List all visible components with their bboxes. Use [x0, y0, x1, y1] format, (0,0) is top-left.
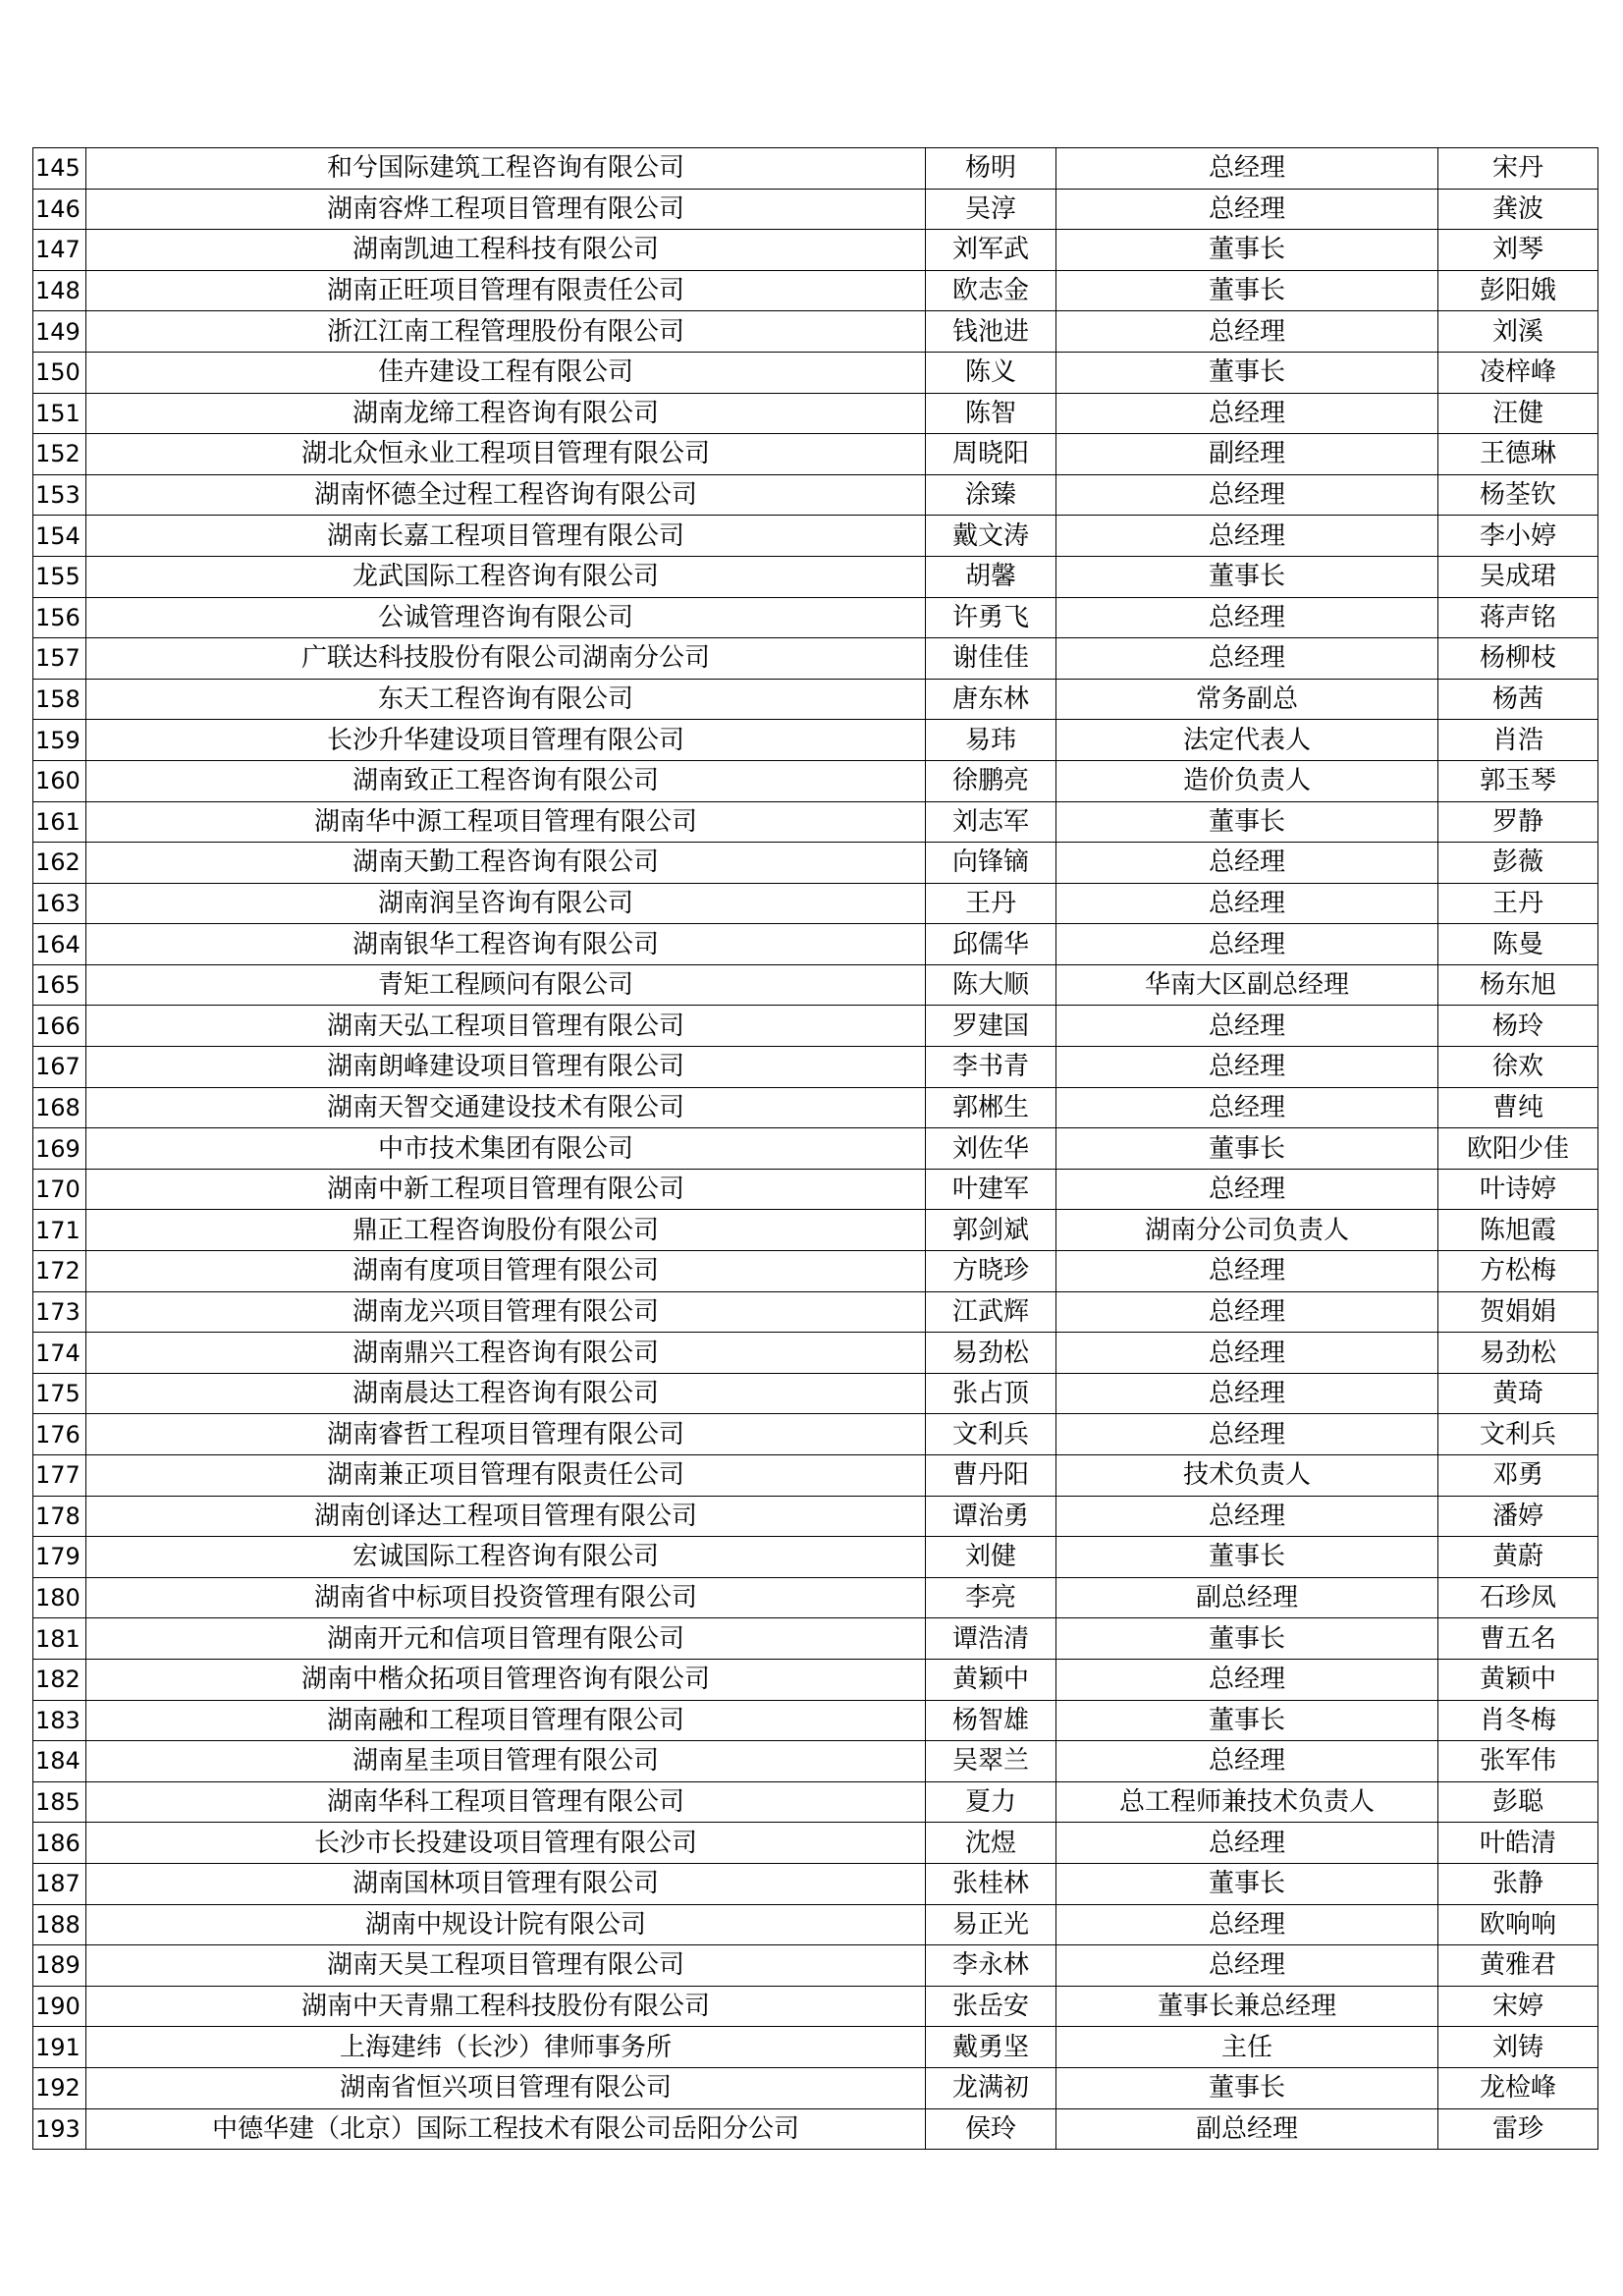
- position: 总经理: [1056, 474, 1438, 516]
- contact-name: 潘婷: [1438, 1496, 1598, 1537]
- company-name: 湖南天弘工程项目管理有限公司: [86, 1006, 926, 1047]
- row-number: 169: [33, 1128, 86, 1170]
- person-name: 夏力: [926, 1781, 1056, 1823]
- person-name: 刘军武: [926, 230, 1056, 271]
- company-name: 湖南怀德全过程工程咨询有限公司: [86, 474, 926, 516]
- row-number: 190: [33, 1986, 86, 2027]
- person-name: 张占顶: [926, 1373, 1056, 1414]
- contact-name: 罗静: [1438, 801, 1598, 843]
- company-name: 湖南中楷众拓项目管理咨询有限公司: [86, 1659, 926, 1700]
- person-name: 徐鹏亮: [926, 760, 1056, 801]
- company-name: 湖南朗峰建设项目管理有限公司: [86, 1047, 926, 1088]
- position: 总经理: [1056, 924, 1438, 965]
- table-row: [33, 843, 1598, 884]
- table-row: [33, 1823, 1598, 1864]
- table-row: [33, 1006, 1598, 1047]
- row-number: 178: [33, 1496, 86, 1537]
- company-name: 佳卉建设工程有限公司: [86, 352, 926, 393]
- position: 总经理: [1056, 1251, 1438, 1292]
- table-row: [33, 1210, 1598, 1251]
- contact-name: 邓勇: [1438, 1455, 1598, 1497]
- table-row: [33, 189, 1598, 230]
- position: 总经理: [1056, 1904, 1438, 1945]
- company-name: 湖南省恒兴项目管理有限公司: [86, 2067, 926, 2108]
- company-name: 湖南国林项目管理有限公司: [86, 1863, 926, 1904]
- contact-name: 曹纯: [1438, 1087, 1598, 1128]
- position: 主任: [1056, 2027, 1438, 2068]
- position: 董事长: [1056, 556, 1438, 597]
- company-name: 浙江江南工程管理股份有限公司: [86, 311, 926, 353]
- contact-name: 杨玲: [1438, 1006, 1598, 1047]
- row-number: 152: [33, 434, 86, 475]
- row-number: 192: [33, 2067, 86, 2108]
- contact-name: 杨柳枝: [1438, 638, 1598, 680]
- contact-name: 蒋声铭: [1438, 597, 1598, 638]
- table-row: [33, 1455, 1598, 1497]
- company-name: 湖南龙兴项目管理有限公司: [86, 1291, 926, 1333]
- person-name: 陈智: [926, 393, 1056, 434]
- person-name: 周晓阳: [926, 434, 1056, 475]
- person-name: 江武辉: [926, 1291, 1056, 1333]
- position: 总经理: [1056, 883, 1438, 924]
- position: 董事长: [1056, 1537, 1438, 1578]
- position: 总经理: [1056, 1823, 1438, 1864]
- position: 董事长: [1056, 2067, 1438, 2108]
- company-name: 湖南星圭项目管理有限公司: [86, 1741, 926, 1782]
- table-row: [33, 1128, 1598, 1170]
- position: 总经理: [1056, 638, 1438, 680]
- contact-name: 雷珍: [1438, 2108, 1598, 2150]
- person-name: 谢佳佳: [926, 638, 1056, 680]
- table-row: [33, 760, 1598, 801]
- row-number: 154: [33, 516, 86, 557]
- contact-name: 彭阳娥: [1438, 270, 1598, 311]
- contact-name: 宋婷: [1438, 1986, 1598, 2027]
- table-row: [33, 1577, 1598, 1618]
- position: 总经理: [1056, 597, 1438, 638]
- row-number: 150: [33, 352, 86, 393]
- company-name: 长沙升华建设项目管理有限公司: [86, 720, 926, 761]
- contact-name: 黄雅君: [1438, 1945, 1598, 1987]
- contact-name: 王丹: [1438, 883, 1598, 924]
- contact-name: 贺娟娟: [1438, 1291, 1598, 1333]
- contact-name: 彭聪: [1438, 1781, 1598, 1823]
- person-name: 许勇飞: [926, 597, 1056, 638]
- position: 总经理: [1056, 311, 1438, 353]
- row-number: 185: [33, 1781, 86, 1823]
- person-name: 陈大顺: [926, 964, 1056, 1006]
- row-number: 162: [33, 843, 86, 884]
- row-number: 170: [33, 1169, 86, 1210]
- position: 总经理: [1056, 1414, 1438, 1455]
- position: 总经理: [1056, 1333, 1438, 1374]
- row-number: 174: [33, 1333, 86, 1374]
- company-name: 东天工程咨询有限公司: [86, 679, 926, 720]
- position: 总经理: [1056, 1659, 1438, 1700]
- row-number: 167: [33, 1047, 86, 1088]
- table-row: [33, 2067, 1598, 2108]
- company-name: 湖南鼎兴工程咨询有限公司: [86, 1333, 926, 1374]
- contact-name: 郭玉琴: [1438, 760, 1598, 801]
- row-number: 172: [33, 1251, 86, 1292]
- person-name: 易正光: [926, 1904, 1056, 1945]
- table-row: [33, 2027, 1598, 2068]
- company-name: 鼎正工程咨询股份有限公司: [86, 1210, 926, 1251]
- contact-name: 文利兵: [1438, 1414, 1598, 1455]
- table-row: [33, 474, 1598, 516]
- company-name: 湖南致正工程咨询有限公司: [86, 760, 926, 801]
- contact-name: 欧响响: [1438, 1904, 1598, 1945]
- row-number: 168: [33, 1087, 86, 1128]
- company-name: 中德华建（北京）国际工程技术有限公司岳阳分公司: [86, 2108, 926, 2150]
- row-number: 145: [33, 148, 86, 190]
- contact-name: 徐欢: [1438, 1047, 1598, 1088]
- person-name: 方晓珍: [926, 1251, 1056, 1292]
- row-number: 171: [33, 1210, 86, 1251]
- position: 总经理: [1056, 1741, 1438, 1782]
- company-name: 公诚管理咨询有限公司: [86, 597, 926, 638]
- contact-name: 杨茜: [1438, 679, 1598, 720]
- company-name: 湖南润呈咨询有限公司: [86, 883, 926, 924]
- table-row: [33, 597, 1598, 638]
- contact-name: 欧阳少佳: [1438, 1128, 1598, 1170]
- row-number: 177: [33, 1455, 86, 1497]
- person-name: 吴翠兰: [926, 1741, 1056, 1782]
- person-name: 文利兵: [926, 1414, 1056, 1455]
- position: 董事长: [1056, 801, 1438, 843]
- person-name: 沈煜: [926, 1823, 1056, 1864]
- position: 总经理: [1056, 1373, 1438, 1414]
- company-name: 湖南容烨工程项目管理有限公司: [86, 189, 926, 230]
- row-number: 149: [33, 311, 86, 353]
- row-number: 158: [33, 679, 86, 720]
- company-name: 湖南创译达工程项目管理有限公司: [86, 1496, 926, 1537]
- contact-name: 杨东旭: [1438, 964, 1598, 1006]
- row-number: 146: [33, 189, 86, 230]
- row-number: 165: [33, 964, 86, 1006]
- person-name: 刘健: [926, 1537, 1056, 1578]
- row-number: 173: [33, 1291, 86, 1333]
- company-name: 湖南有度项目管理有限公司: [86, 1251, 926, 1292]
- contact-name: 曹五名: [1438, 1618, 1598, 1660]
- row-number: 157: [33, 638, 86, 680]
- contact-name: 黄琦: [1438, 1373, 1598, 1414]
- table-row: [33, 1659, 1598, 1700]
- table-row: [33, 720, 1598, 761]
- company-name: 湖南中天青鼎工程科技股份有限公司: [86, 1986, 926, 2027]
- company-name: 湖南银华工程咨询有限公司: [86, 924, 926, 965]
- person-name: 李亮: [926, 1577, 1056, 1618]
- position: 总经理: [1056, 1945, 1438, 1987]
- person-name: 黄颖中: [926, 1659, 1056, 1700]
- position: 华南大区副总经理: [1056, 964, 1438, 1006]
- company-name: 湖南中新工程项目管理有限公司: [86, 1169, 926, 1210]
- company-name: 湖南凯迪工程科技有限公司: [86, 230, 926, 271]
- contact-name: 龙检峰: [1438, 2067, 1598, 2108]
- person-name: 向锋镝: [926, 843, 1056, 884]
- row-number: 161: [33, 801, 86, 843]
- company-name: 湖南华科工程项目管理有限公司: [86, 1781, 926, 1823]
- position: 常务副总: [1056, 679, 1438, 720]
- contact-name: 汪健: [1438, 393, 1598, 434]
- contact-name: 龚波: [1438, 189, 1598, 230]
- company-name: 湖南晨达工程咨询有限公司: [86, 1373, 926, 1414]
- table-row: [33, 148, 1598, 190]
- person-name: 戴勇坚: [926, 2027, 1056, 2068]
- row-number: 166: [33, 1006, 86, 1047]
- table-row: [33, 1945, 1598, 1987]
- company-name: 湖南天勤工程咨询有限公司: [86, 843, 926, 884]
- row-number: 193: [33, 2108, 86, 2150]
- company-name: 湖南融和工程项目管理有限公司: [86, 1700, 926, 1741]
- person-name: 欧志金: [926, 270, 1056, 311]
- position: 董事长兼总经理: [1056, 1986, 1438, 2027]
- person-name: 易玮: [926, 720, 1056, 761]
- table-row: [33, 1291, 1598, 1333]
- person-name: 张岳安: [926, 1986, 1056, 2027]
- table-row: [33, 1373, 1598, 1414]
- row-number: 180: [33, 1577, 86, 1618]
- table-row: [33, 638, 1598, 680]
- member-table: [32, 147, 1598, 2150]
- row-number: 160: [33, 760, 86, 801]
- position: 副经理: [1056, 434, 1438, 475]
- table-row: [33, 1537, 1598, 1578]
- position: 总经理: [1056, 1169, 1438, 1210]
- company-name: 湖南省中标项目投资管理有限公司: [86, 1577, 926, 1618]
- position: 董事长: [1056, 1128, 1438, 1170]
- position: 副总经理: [1056, 2108, 1438, 2150]
- person-name: 刘志军: [926, 801, 1056, 843]
- row-number: 183: [33, 1700, 86, 1741]
- person-name: 侯玲: [926, 2108, 1056, 2150]
- position: 总经理: [1056, 1291, 1438, 1333]
- person-name: 戴文涛: [926, 516, 1056, 557]
- person-name: 涂臻: [926, 474, 1056, 516]
- row-number: 147: [33, 230, 86, 271]
- company-name: 上海建纬（长沙）律师事务所: [86, 2027, 926, 2068]
- table-body: [33, 148, 1598, 2150]
- contact-name: 黄颖中: [1438, 1659, 1598, 1700]
- contact-name: 陈旭霞: [1438, 1210, 1598, 1251]
- position: 总经理: [1056, 1047, 1438, 1088]
- person-name: 杨明: [926, 148, 1056, 190]
- position: 总工程师兼技术负责人: [1056, 1781, 1438, 1823]
- row-number: 184: [33, 1741, 86, 1782]
- company-name: 湖南兼正项目管理有限责任公司: [86, 1455, 926, 1497]
- table-row: [33, 1904, 1598, 1945]
- table-row: [33, 883, 1598, 924]
- position: 造价负责人: [1056, 760, 1438, 801]
- person-name: 陈义: [926, 352, 1056, 393]
- table-row: [33, 1618, 1598, 1660]
- company-name: 湖南正旺项目管理有限责任公司: [86, 270, 926, 311]
- position: 总经理: [1056, 1087, 1438, 1128]
- row-number: 153: [33, 474, 86, 516]
- position: 法定代表人: [1056, 720, 1438, 761]
- row-number: 181: [33, 1618, 86, 1660]
- table-row: [33, 1863, 1598, 1904]
- company-name: 和兮国际建筑工程咨询有限公司: [86, 148, 926, 190]
- person-name: 李书青: [926, 1047, 1056, 1088]
- person-name: 龙满初: [926, 2067, 1056, 2108]
- person-name: 张桂林: [926, 1863, 1056, 1904]
- position: 董事长: [1056, 270, 1438, 311]
- table-row: [33, 679, 1598, 720]
- contact-name: 刘铸: [1438, 2027, 1598, 2068]
- table-row: [33, 434, 1598, 475]
- table-row: [33, 1333, 1598, 1374]
- table-row: [33, 311, 1598, 353]
- company-name: 湖南睿哲工程项目管理有限公司: [86, 1414, 926, 1455]
- table-row: [33, 516, 1598, 557]
- contact-name: 黄蔚: [1438, 1537, 1598, 1578]
- contact-name: 叶皓清: [1438, 1823, 1598, 1864]
- table-row: [33, 1251, 1598, 1292]
- table-row: [33, 1781, 1598, 1823]
- person-name: 杨智雄: [926, 1700, 1056, 1741]
- contact-name: 石珍凤: [1438, 1577, 1598, 1618]
- row-number: 179: [33, 1537, 86, 1578]
- contact-name: 彭薇: [1438, 843, 1598, 884]
- position: 董事长: [1056, 352, 1438, 393]
- table-row: [33, 2108, 1598, 2150]
- contact-name: 王德琳: [1438, 434, 1598, 475]
- contact-name: 肖冬梅: [1438, 1700, 1598, 1741]
- table-row: [33, 1496, 1598, 1537]
- position: 湖南分公司负责人: [1056, 1210, 1438, 1251]
- company-name: 湖南天智交通建设技术有限公司: [86, 1087, 926, 1128]
- table-row: [33, 556, 1598, 597]
- row-number: 176: [33, 1414, 86, 1455]
- row-number: 191: [33, 2027, 86, 2068]
- position: 董事长: [1056, 1863, 1438, 1904]
- position: 总经理: [1056, 843, 1438, 884]
- person-name: 邱儒华: [926, 924, 1056, 965]
- company-name: 青矩工程顾问有限公司: [86, 964, 926, 1006]
- company-name: 湖南中规设计院有限公司: [86, 1904, 926, 1945]
- contact-name: 易劲松: [1438, 1333, 1598, 1374]
- person-name: 叶建军: [926, 1169, 1056, 1210]
- row-number: 151: [33, 393, 86, 434]
- company-name: 长沙市长投建设项目管理有限公司: [86, 1823, 926, 1864]
- contact-name: 方松梅: [1438, 1251, 1598, 1292]
- row-number: 155: [33, 556, 86, 597]
- position: 总经理: [1056, 189, 1438, 230]
- table-row: [33, 1169, 1598, 1210]
- person-name: 唐东林: [926, 679, 1056, 720]
- table-row: [33, 270, 1598, 311]
- contact-name: 刘琴: [1438, 230, 1598, 271]
- company-name: 湖北众恒永业工程项目管理有限公司: [86, 434, 926, 475]
- company-name: 湖南龙缔工程咨询有限公司: [86, 393, 926, 434]
- table-row: [33, 393, 1598, 434]
- person-name: 郭剑斌: [926, 1210, 1056, 1251]
- company-name: 广联达科技股份有限公司湖南分公司: [86, 638, 926, 680]
- person-name: 王丹: [926, 883, 1056, 924]
- company-name: 宏诚国际工程咨询有限公司: [86, 1537, 926, 1578]
- position: 董事长: [1056, 1700, 1438, 1741]
- table-row: [33, 1986, 1598, 2027]
- position: 总经理: [1056, 516, 1438, 557]
- person-name: 刘佐华: [926, 1128, 1056, 1170]
- contact-name: 凌梓峰: [1438, 352, 1598, 393]
- position: 技术负责人: [1056, 1455, 1438, 1497]
- person-name: 吴淳: [926, 189, 1056, 230]
- row-number: 163: [33, 883, 86, 924]
- contact-name: 肖浩: [1438, 720, 1598, 761]
- row-number: 187: [33, 1863, 86, 1904]
- contact-name: 吴成珺: [1438, 556, 1598, 597]
- position: 副总经理: [1056, 1577, 1438, 1618]
- position: 董事长: [1056, 230, 1438, 271]
- person-name: 谭治勇: [926, 1496, 1056, 1537]
- row-number: 159: [33, 720, 86, 761]
- position: 总经理: [1056, 1006, 1438, 1047]
- table-row: [33, 964, 1598, 1006]
- company-name: 湖南开元和信项目管理有限公司: [86, 1618, 926, 1660]
- contact-name: 刘溪: [1438, 311, 1598, 353]
- position: 董事长: [1056, 1618, 1438, 1660]
- contact-name: 宋丹: [1438, 148, 1598, 190]
- position: 总经理: [1056, 148, 1438, 190]
- table-row: [33, 230, 1598, 271]
- person-name: 李永林: [926, 1945, 1056, 1987]
- table-row: [33, 1741, 1598, 1782]
- person-name: 易劲松: [926, 1333, 1056, 1374]
- person-name: 曹丹阳: [926, 1455, 1056, 1497]
- position: 总经理: [1056, 393, 1438, 434]
- company-name: 湖南天昊工程项目管理有限公司: [86, 1945, 926, 1987]
- company-name: 湖南长嘉工程项目管理有限公司: [86, 516, 926, 557]
- position: 总经理: [1056, 1496, 1438, 1537]
- person-name: 谭浩清: [926, 1618, 1056, 1660]
- row-number: 164: [33, 924, 86, 965]
- row-number: 148: [33, 270, 86, 311]
- table-row: [33, 352, 1598, 393]
- table-row: [33, 1414, 1598, 1455]
- company-name: 中市技术集团有限公司: [86, 1128, 926, 1170]
- person-name: 钱池进: [926, 311, 1056, 353]
- contact-name: 李小婷: [1438, 516, 1598, 557]
- contact-name: 杨荃钦: [1438, 474, 1598, 516]
- contact-name: 陈曼: [1438, 924, 1598, 965]
- row-number: 186: [33, 1823, 86, 1864]
- person-name: 胡馨: [926, 556, 1056, 597]
- contact-name: 张军伟: [1438, 1741, 1598, 1782]
- table-row: [33, 1047, 1598, 1088]
- table-row: [33, 1700, 1598, 1741]
- row-number: 175: [33, 1373, 86, 1414]
- table-row: [33, 1087, 1598, 1128]
- person-name: 郭郴生: [926, 1087, 1056, 1128]
- person-name: 罗建国: [926, 1006, 1056, 1047]
- row-number: 156: [33, 597, 86, 638]
- row-number: 189: [33, 1945, 86, 1987]
- table-row: [33, 801, 1598, 843]
- contact-name: 叶诗婷: [1438, 1169, 1598, 1210]
- table-row: [33, 924, 1598, 965]
- contact-name: 张静: [1438, 1863, 1598, 1904]
- company-name: 龙武国际工程咨询有限公司: [86, 556, 926, 597]
- company-name: 湖南华中源工程项目管理有限公司: [86, 801, 926, 843]
- row-number: 182: [33, 1659, 86, 1700]
- row-number: 188: [33, 1904, 86, 1945]
